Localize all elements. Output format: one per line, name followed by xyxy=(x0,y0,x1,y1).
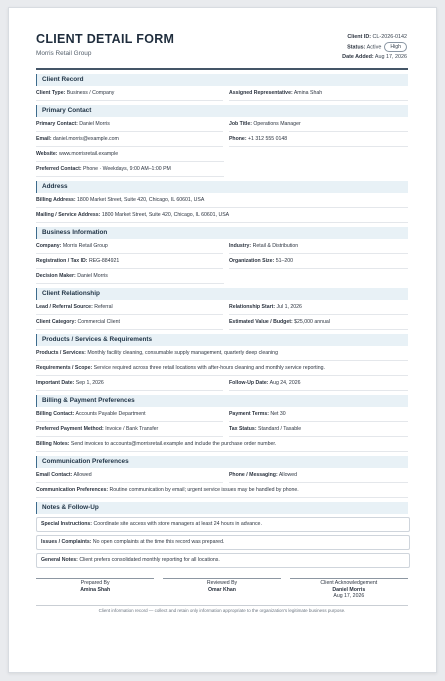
field-follow-up-date: Follow-Up Date: Aug 24, 2026 xyxy=(229,376,408,391)
field-relationship-start: Relationship Start: Jul 1, 2026 xyxy=(229,300,408,315)
field-payment-terms: Payment Terms: Net 30 xyxy=(229,407,408,422)
section-heading: Address xyxy=(36,181,408,193)
section-heading: Business Information xyxy=(36,227,408,239)
field-assigned-rep: Assigned Representative: Amina Shah xyxy=(229,86,408,101)
field-lead-source: Lead / Referral Source: Referral xyxy=(36,300,223,315)
field-mailing-address: Mailing / Service Address: 1800 Market Street, Suite 420, Chicago, IL 60601, USA xyxy=(36,208,408,223)
section-client-relationship xyxy=(36,288,408,330)
section-heading: Products / Services & Requirements xyxy=(36,334,408,346)
footer-note: Client information record — collect and retain only information appropriate to the organization's legitimate business purpose. xyxy=(98,608,346,614)
footer-divider xyxy=(36,605,408,606)
section-business-information xyxy=(36,227,408,284)
signature-client-acknowledgement: Client Acknowledgement Daniel Morris Aug 17, 2026 xyxy=(320,580,378,600)
field-company: Company: Morris Retail Group xyxy=(36,239,223,254)
section-heading: Client Relationship xyxy=(36,288,408,300)
date-added-label: Date Added: xyxy=(342,54,374,61)
company-subtitle: Morris Retail Group xyxy=(36,50,92,57)
form-title: CLIENT DETAIL FORM xyxy=(36,32,175,46)
section-client-record xyxy=(36,74,408,101)
section-heading: Communication Preferences xyxy=(36,456,408,468)
client-id-label: Client ID: xyxy=(347,34,372,40)
note-general: General Notes: Client prefers consolidated monthly reporting for all locations. xyxy=(36,553,410,568)
field-decision-maker: Decision Maker: Daniel Morris xyxy=(36,269,224,284)
section-billing-payment xyxy=(36,395,408,452)
status-label: Status: xyxy=(347,44,366,51)
field-industry: Industry: Retail & Distribution xyxy=(229,239,408,254)
record-meta xyxy=(342,32,407,62)
field-billing-address: Billing Address: 1800 Market Street, Suite 420, Chicago, IL 60601, USA xyxy=(36,193,408,208)
field-important-date: Important Date: Sep 1, 2026 xyxy=(36,376,223,391)
field-job-title: Job Title: Operations Manager xyxy=(229,117,408,132)
header-divider xyxy=(36,68,408,70)
field-phone: Phone: +1 312 555 0148 xyxy=(229,132,408,147)
section-products-services xyxy=(36,334,408,391)
field-payment-method: Preferred Payment Method: Invoice / Bank Transfer xyxy=(36,422,223,437)
field-products-services: Products / Services: Monthly facility cleaning, consumable supply management, quarterly deep cleaning xyxy=(36,346,408,361)
field-client-type: Client Type: Business / Company xyxy=(36,86,223,101)
priority-badge: High xyxy=(384,42,407,52)
field-primary-contact: Primary Contact: Daniel Morris xyxy=(36,117,223,132)
field-estimated-value: Estimated Value / Budget: $25,000 annual xyxy=(229,315,408,330)
section-communication xyxy=(36,456,408,498)
client-id-value: CL-2026-0142 xyxy=(372,34,407,40)
field-billing-notes: Billing Notes: Send invoices to accounts@morrisretail.example and include the purchase order number. xyxy=(36,437,408,452)
status-value: Active xyxy=(366,44,382,51)
field-email-contact: Email Contact: Allowed xyxy=(36,468,223,483)
section-address xyxy=(36,181,408,223)
client-detail-form-page xyxy=(8,7,437,673)
signature-reviewed-by: Reviewed By Omar Khan xyxy=(206,580,238,593)
field-requirements: Requirements / Scope: Service required across three retail locations with after-hours cleaning and monthly service reporting. xyxy=(36,361,408,376)
field-preferred-contact: Preferred Contact: Phone · Weekdays, 9:00 AM–1:00 PM xyxy=(36,162,224,177)
field-communication-preferences: Communication Preferences: Routine communication by email; urgent service issues may be handled by phone. xyxy=(36,483,408,498)
section-heading: Primary Contact xyxy=(36,105,408,117)
note-special-instructions: Special Instructions: Coordinate site access with store managers at least 24 hours in advance. xyxy=(36,517,410,532)
section-heading: Notes & Follow-Up xyxy=(36,502,408,514)
signature-block xyxy=(36,578,408,600)
field-billing-contact: Billing Contact: Accounts Payable Department xyxy=(36,407,223,422)
note-issues-complaints: Issues / Complaints: No open complaints at the time this record was prepared. xyxy=(36,535,410,550)
section-notes-follow-up xyxy=(36,502,408,568)
field-tax-status: Tax Status: Standard / Taxable xyxy=(229,422,408,437)
field-website: Website: www.morrisretail.example xyxy=(36,147,224,162)
date-added-value: Aug 17, 2026 xyxy=(374,54,407,61)
field-registration: Registration / Tax ID: REG-884921 xyxy=(36,254,223,269)
field-client-category: Client Category: Commercial Client xyxy=(36,315,223,330)
form-header xyxy=(36,32,408,68)
field-org-size: Organization Size: 51–200 xyxy=(229,254,408,269)
section-primary-contact xyxy=(36,105,408,177)
field-phone-messaging: Phone / Messaging: Allowed xyxy=(229,468,408,483)
signature-prepared-by: Prepared By Amina Shah xyxy=(80,580,111,593)
section-heading: Client Record xyxy=(36,74,408,86)
field-email: Email: daniel.morris@example.com xyxy=(36,132,223,147)
section-heading: Billing & Payment Preferences xyxy=(36,395,408,407)
